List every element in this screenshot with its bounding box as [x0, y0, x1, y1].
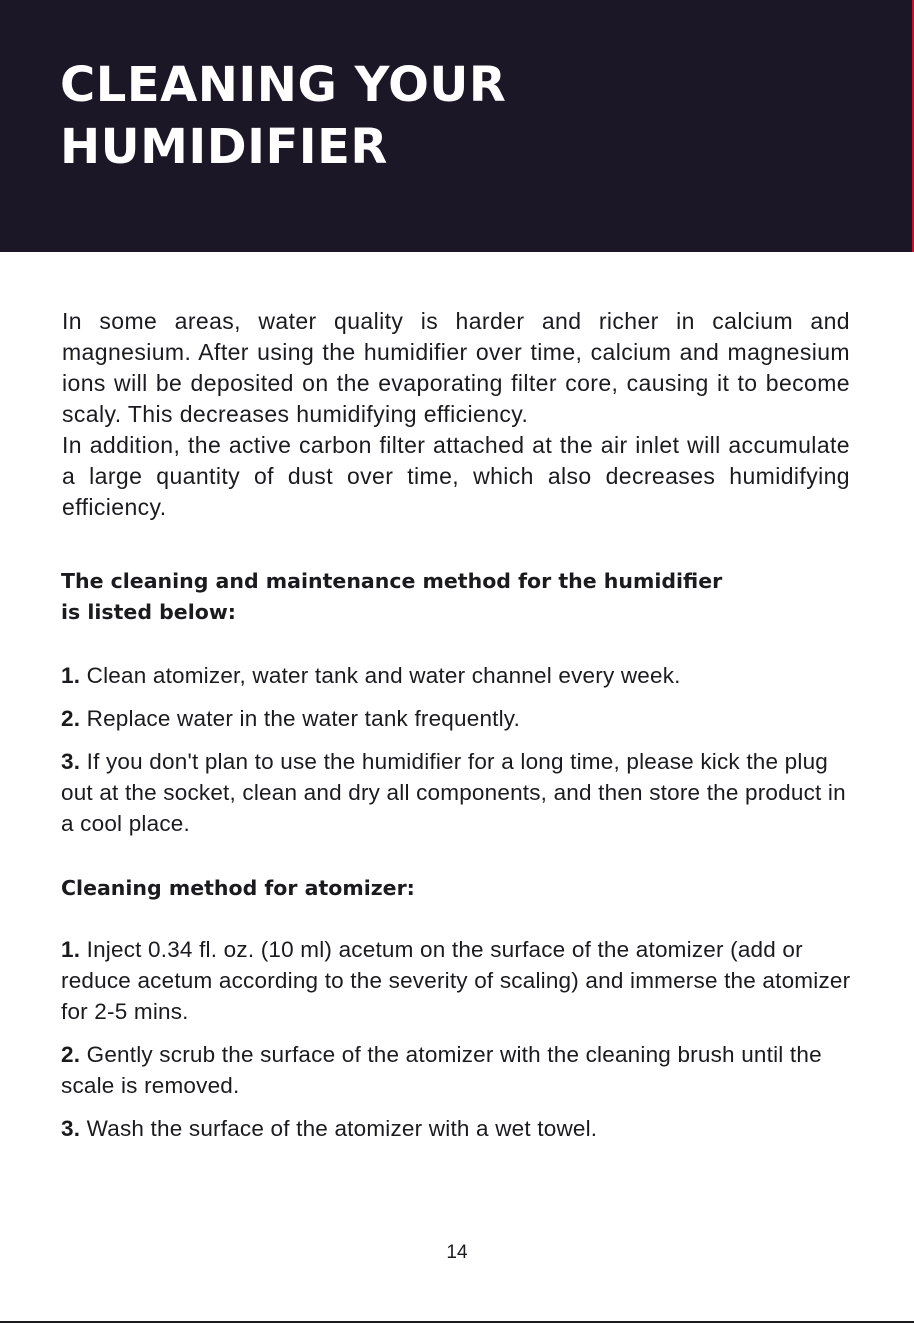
maintenance-heading-line-1: The cleaning and maintenance method for the humidifier	[61, 569, 723, 593]
page-title-line-2: HUMIDIFIER	[60, 119, 388, 175]
maintenance-steps-list	[61, 660, 851, 851]
list-item	[61, 1113, 851, 1144]
page-title-line-1: CLEANING YOUR	[60, 57, 507, 113]
atomizer-steps-list	[61, 934, 851, 1156]
maintenance-heading-line-2: is listed below:	[61, 600, 236, 624]
list-item	[61, 934, 851, 1027]
header-band	[0, 0, 912, 252]
atomizer-heading	[61, 873, 761, 904]
intro-paragraph-1: In some areas, water quality is harder and richer in calcium and magnesium. After using the humidifier over time, calcium and magnesium ions will be deposited on the evaporating filter core, causing it to become scaly. This decreases humidifying efficiency.	[62, 308, 850, 427]
step-text: Clean atomizer, water tank and water channel every week.	[86, 663, 681, 688]
step-text: If you don't plan to use the humidifier for a long time, please kick the plug out at the socket, clean and dry all components, and then store the product in a cool place.	[61, 749, 846, 836]
intro-section	[62, 306, 850, 523]
bottom-divider	[0, 1321, 914, 1323]
step-text: Wash the surface of the atomizer with a wet towel.	[86, 1116, 598, 1141]
step-number: 2.	[61, 1042, 81, 1067]
step-number: 2.	[61, 706, 81, 731]
step-number: 3.	[61, 1116, 81, 1141]
step-text: Gently scrub the surface of the atomizer with the cleaning brush until the scale is removed.	[61, 1042, 822, 1098]
atomizer-heading-text: Cleaning method for atomizer:	[61, 876, 415, 900]
step-number: 1.	[61, 663, 81, 688]
maintenance-heading	[61, 566, 761, 628]
step-number: 1.	[61, 937, 81, 962]
list-item	[61, 703, 851, 734]
step-text: Inject 0.34 fl. oz. (10 ml) acetum on the surface of the atomizer (add or reduce acetum according to the severity of scaling) and immerse the atomizer for 2-5 mins.	[61, 937, 851, 1024]
page-number: 14	[446, 1242, 468, 1263]
page-title	[60, 54, 660, 178]
step-number: 3.	[61, 749, 81, 774]
list-item	[61, 1039, 851, 1101]
list-item	[61, 746, 851, 839]
step-text: Replace water in the water tank frequently.	[86, 706, 521, 731]
list-item	[61, 660, 851, 691]
intro-paragraph-2: In addition, the active carbon filter attached at the air inlet will accumulate a large quantity of dust over time, which also decreases humidifying efficiency.	[62, 432, 850, 520]
